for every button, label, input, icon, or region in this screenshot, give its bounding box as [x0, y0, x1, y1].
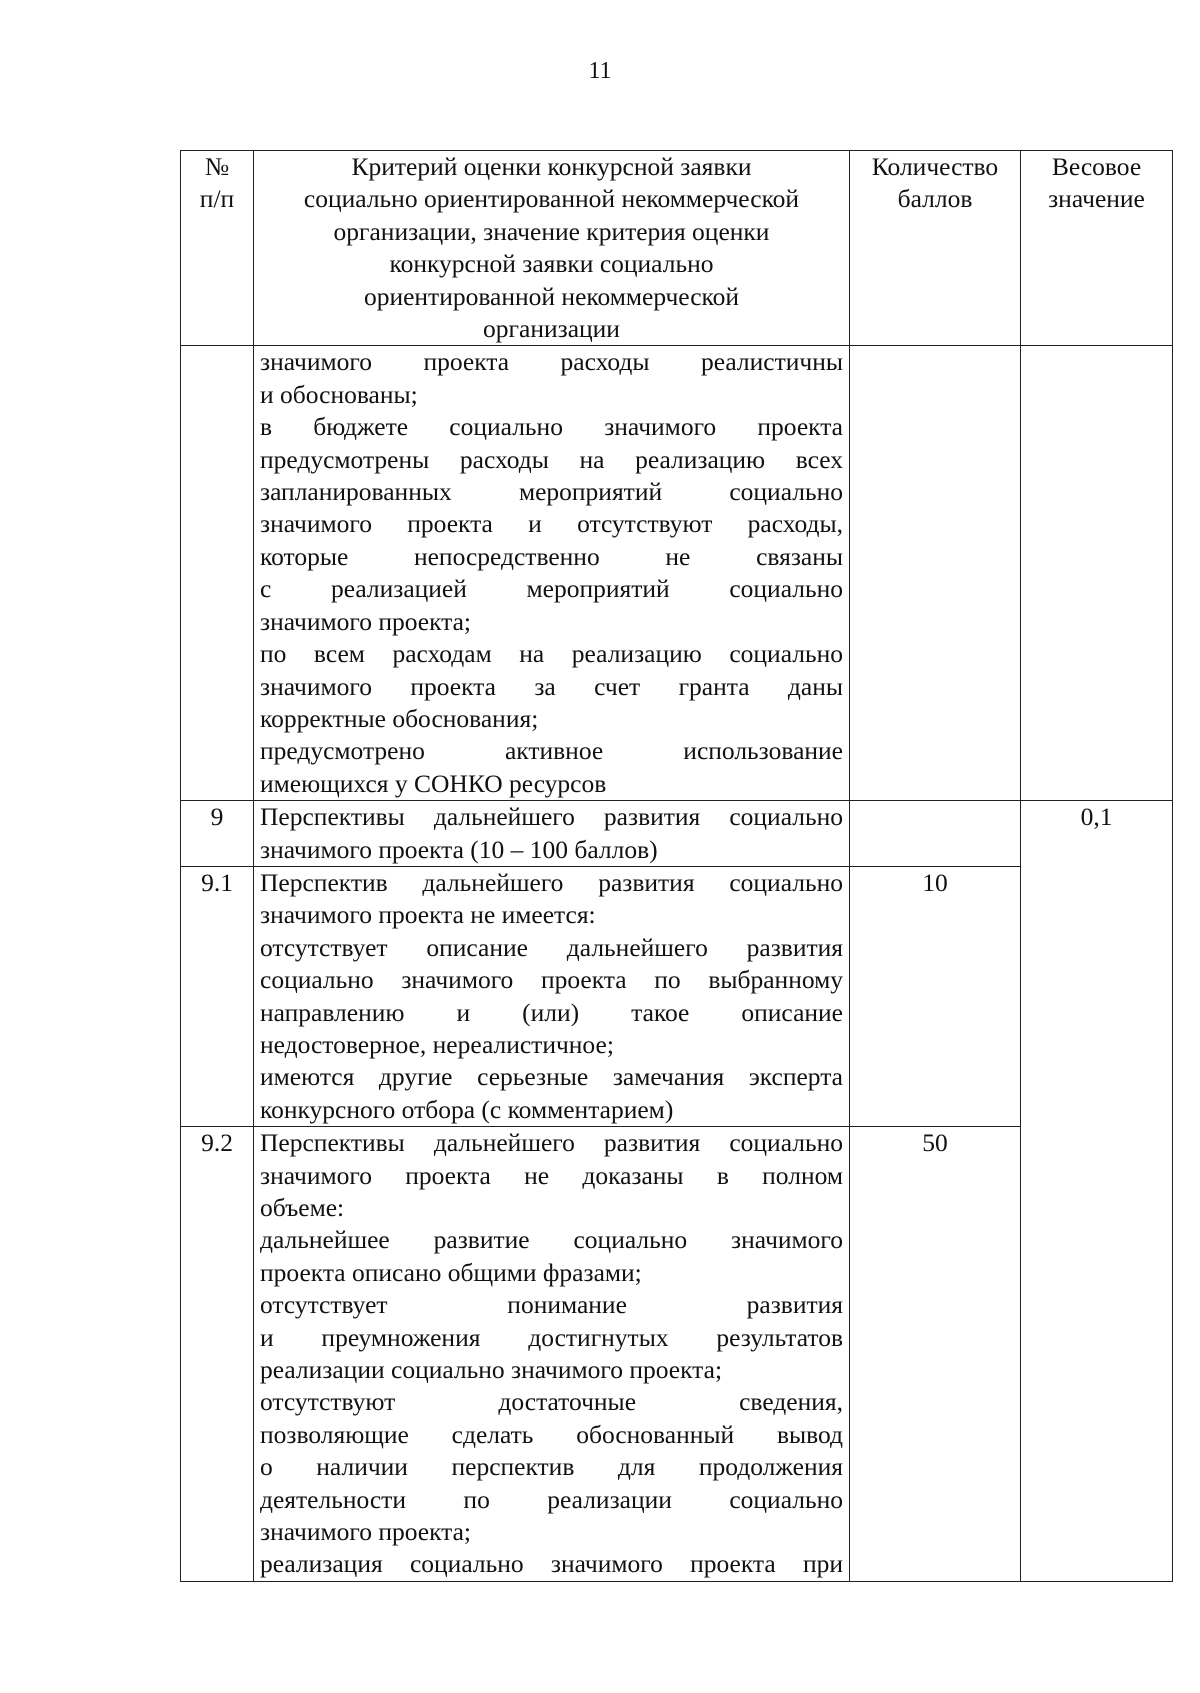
criterion-line: позволяющие сделать обоснованный вывод	[260, 1419, 843, 1449]
header-criterion-line: организации	[483, 314, 620, 344]
header-criterion-line: социально ориентированной некоммерческой	[303, 184, 800, 214]
criterion-line: отсутствует описание дальнейшего развития	[260, 932, 843, 962]
criterion-line: Перспективы дальнейшего развития социально	[260, 802, 843, 832]
criterion-line: значимого проекта не имеется:	[260, 900, 596, 930]
criterion-line: предусмотрено активное использование	[260, 736, 843, 766]
row-score: 50	[850, 1127, 1021, 1582]
header-weight-line: Весовое	[1051, 152, 1142, 181]
criteria-table	[180, 150, 1173, 1582]
row-weight: 0,1	[1021, 801, 1173, 1582]
criterion-line: и обоснованы;	[260, 379, 418, 409]
criterion-line: отсутствуют достаточные сведения,	[260, 1387, 843, 1417]
criterion-line: значимого проекта за счет гранта даны	[260, 671, 843, 701]
header-criterion-line: Критерий оценки конкурсной заявки	[351, 152, 752, 181]
row-criterion	[254, 346, 850, 801]
row-number: 9.2	[181, 1127, 254, 1582]
criterion-line: с реализацией мероприятий социально	[260, 574, 843, 604]
criterion-line: социально значимого проекта по выбранному	[260, 965, 843, 995]
criterion-line: значимого проекта не доказаны в полном	[260, 1160, 843, 1190]
criterion-line: Перспектив дальнейшего развития социально	[260, 867, 843, 897]
row-score	[850, 801, 1021, 867]
row-criterion	[254, 866, 850, 1126]
header-criterion-line: конкурсной заявки социально	[389, 249, 714, 279]
criterion-line: имеющихся у СОНКО ресурсов	[260, 768, 607, 798]
criterion-line: корректные обоснования;	[260, 703, 539, 733]
criterion-line: реализация социально значимого проекта при	[260, 1549, 843, 1579]
row-criterion	[254, 1127, 850, 1582]
header-criterion-line: ориентированной некоммерческой	[363, 281, 740, 311]
header-num	[181, 151, 254, 346]
criterion-line: деятельности по реализации социально	[260, 1484, 843, 1514]
header-num-line: п/п	[199, 184, 235, 214]
criterion-line: по всем расходам на реализацию социально	[260, 639, 843, 669]
criterion-line: Перспективы дальнейшего развития социально	[260, 1128, 843, 1158]
row-score: 10	[850, 866, 1021, 1126]
criterion-line: направлению и (или) такое описание	[260, 997, 843, 1027]
header-criterion	[254, 151, 850, 346]
criterion-line: проекта описано общими фразами;	[260, 1257, 642, 1287]
header-weight-line: значение	[1048, 184, 1145, 214]
row-criterion	[254, 801, 850, 867]
row-number: 9	[181, 801, 254, 867]
criterion-line: значимого проекта;	[260, 1517, 472, 1547]
criterion-line: значимого проекта расходы реалистичны	[260, 347, 843, 377]
header-num-line: №	[204, 152, 230, 181]
header-weight	[1021, 151, 1173, 346]
criterion-line: имеются другие серьезные замечания эксперта	[260, 1062, 843, 1092]
criterion-line: конкурсного отбора (с комментарием)	[260, 1094, 674, 1124]
criterion-line: и преумножения достигнутых результатов	[260, 1322, 843, 1352]
header-score-line: баллов	[897, 184, 973, 214]
criterion-line: значимого проекта и отсутствуют расходы,	[260, 509, 843, 539]
criterion-line: запланированных мероприятий социально	[260, 477, 843, 507]
criterion-line: дальнейшее развитие социально значимого	[260, 1225, 843, 1255]
header-criterion-line: организации, значение критерия оценки	[333, 216, 770, 246]
header-score-line: Количество	[871, 152, 999, 181]
criterion-line: которые непосредственно не связаны	[260, 541, 843, 571]
page-number: 11	[588, 58, 612, 84]
row-weight	[1021, 346, 1173, 801]
criterion-line: в бюджете социально значимого проекта	[260, 412, 843, 442]
row-score	[850, 346, 1021, 801]
criterion-line: значимого проекта;	[260, 606, 472, 636]
criterion-line: о наличии перспектив для продолжения	[260, 1452, 843, 1482]
criterion-line: отсутствует понимание развития	[260, 1290, 843, 1320]
header-score	[850, 151, 1021, 346]
table-header-row	[181, 151, 1173, 346]
row-number: 9.1	[181, 866, 254, 1126]
criterion-line: недостоверное, нереалистичное;	[260, 1029, 614, 1059]
table-row	[181, 801, 1173, 867]
criterion-line: объеме:	[260, 1193, 345, 1222]
criterion-line: предусмотрены расходы на реализацию всех	[260, 444, 843, 474]
criterion-line: значимого проекта (10 – 100 баллов)	[260, 834, 658, 864]
table-row	[181, 346, 1173, 801]
row-number	[181, 346, 254, 801]
criterion-line: реализации социально значимого проекта;	[260, 1355, 723, 1385]
